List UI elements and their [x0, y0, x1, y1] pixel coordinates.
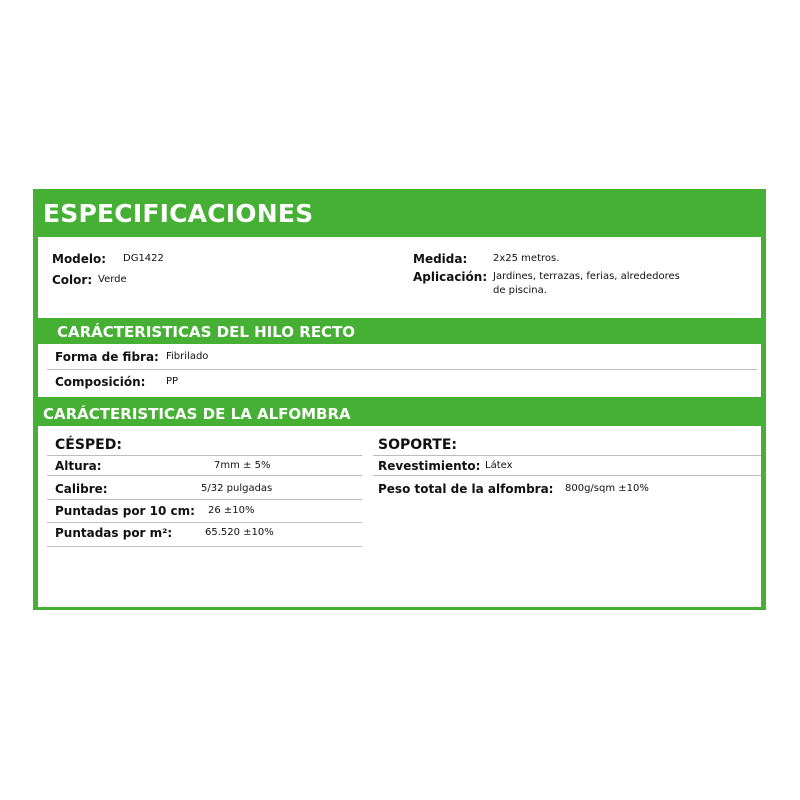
general-info-panel — [38, 237, 761, 318]
modelo-value: DG1422 — [123, 253, 164, 264]
color-label: Color: — [52, 273, 93, 287]
modelo-label: Modelo: — [52, 252, 107, 266]
altura-label: Altura: — [55, 459, 102, 473]
alfombra-section-title: CARÁCTERISTICAS DE LA ALFOMBRA — [43, 405, 351, 423]
revestimiento-value: Látex — [485, 460, 513, 471]
calibre-value: 5/32 pulgadas — [201, 483, 273, 494]
aplicacion-value-line2: de piscina. — [493, 285, 547, 296]
divider — [373, 475, 761, 476]
altura-value: 7mm ± 5% — [214, 460, 271, 471]
puntadas-10cm-label: Puntadas por 10 cm: — [55, 504, 195, 518]
alfombra-panel — [38, 426, 761, 607]
medida-value: 2x25 metros. — [493, 253, 560, 264]
puntadas-10cm-value: 26 ±10% — [208, 505, 255, 516]
hilo-section-title: CARÁCTERISTICAS DEL HILO RECTO — [57, 323, 356, 341]
composicion-value: PP — [166, 376, 179, 387]
puntadas-m2-value: 65.520 ±10% — [205, 527, 274, 538]
divider — [47, 369, 757, 370]
revestimiento-label: Revestimiento: — [378, 459, 481, 473]
cesped-heading: CÉSPED: — [55, 437, 122, 453]
forma-fibra-label: Forma de fibra: — [55, 350, 159, 364]
calibre-label: Calibre: — [55, 482, 108, 496]
divider — [47, 475, 362, 476]
color-value: Verde — [98, 274, 127, 285]
peso-total-label: Peso total de la alfombra: — [378, 482, 554, 496]
medida-label: Medida: — [413, 252, 468, 266]
divider — [47, 522, 362, 523]
divider — [47, 546, 362, 547]
specifications-card — [33, 189, 766, 610]
page-title: ESPECIFICACIONES — [43, 199, 314, 228]
hilo-panel — [38, 344, 761, 397]
divider — [373, 455, 761, 456]
forma-fibra-value: Fibrilado — [166, 351, 209, 362]
divider — [47, 455, 362, 456]
puntadas-m2-label: Puntadas por m²: — [55, 526, 173, 540]
soporte-heading: SOPORTE: — [378, 437, 458, 453]
aplicacion-label: Aplicación: — [413, 270, 488, 284]
peso-total-value: 800g/sqm ±10% — [565, 483, 649, 494]
aplicacion-value-line1: Jardines, terrazas, ferias, alrededores — [493, 271, 680, 282]
composicion-label: Composición: — [55, 375, 146, 389]
divider — [47, 499, 362, 500]
